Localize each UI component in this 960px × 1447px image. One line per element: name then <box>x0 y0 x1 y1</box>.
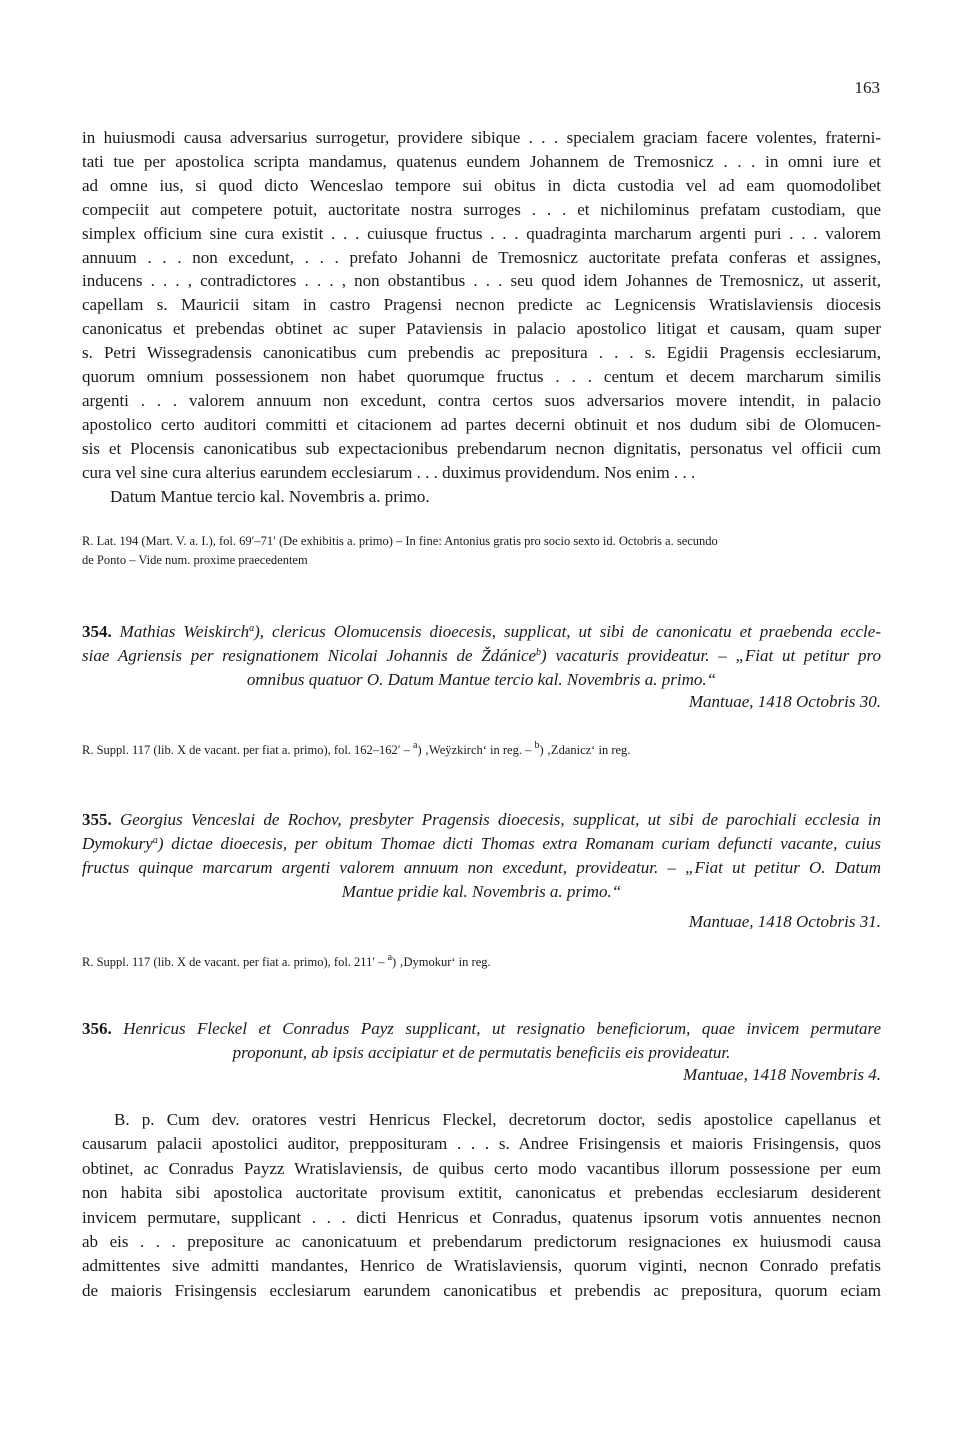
source-note-355 <box>82 953 881 972</box>
text-line: B. p. Cum dev. oratores vestri Henricus Fleckel, decretorum doctor, sedis apostolice capellanus et <box>114 1110 881 1129</box>
entry-center-line: proponunt, ab ipsis accipiatur et de permutatis beneficiis eis provideatur. <box>232 1043 731 1062</box>
entry-text: Henricus Fleckel et Conradus Payz supplicant, ut resignatio beneficiorum, quae invicem permutare <box>111 1019 881 1038</box>
entry-text: Dymokury <box>82 834 153 853</box>
text-line: ab eis . . . prepositure ac canonicatuum et prebendarum predictorum resignaciones ex huiusmodi causa <box>82 1232 881 1252</box>
footnote-marker: a <box>413 740 418 751</box>
entry-text: ) vacaturis provideatur. – „Fiat ut petitur pro <box>541 646 881 665</box>
footnote-marker: b <box>534 740 540 751</box>
text-line: s. Petri Wissegradensis canonicatibus cum prebendis ac prepositura . . . s. Egidii Pragensis ecclesiarum, <box>82 343 881 363</box>
entry-number: 356. <box>82 1019 112 1038</box>
entry-number: 354. <box>82 622 112 641</box>
text-line: inducens . . . , contradictores . . . , non obstantibus . . . seu quod idem Johannes de Tremosnicz, ut asserit, <box>82 271 881 291</box>
source-text: ) ‚Weÿzkirch‘ in reg. – <box>417 743 535 757</box>
text-line: quorum omnium possessionem non habet quorumque fructus . . . centum et decem marcharum similis <box>82 367 881 387</box>
text-line: cura vel sine cura alterius earundem ecclesiarum . . . duximus providendum. Nos enim . . . <box>82 462 696 482</box>
footnote-marker: a <box>249 623 255 634</box>
entry-number: 355. <box>82 810 112 829</box>
text-line: apostolico certo auditori committi et citacionem ad partes decerni obtinuit et nos dudum sibi de Olomucen- <box>82 414 881 434</box>
text-line: de maioris Frisingensis ecclesiarum earundem canonicatibus et prebendis ac prepositura, quorum eciam <box>82 1280 881 1300</box>
entry-center-line: omnibus quatuor O. Datum Mantue tercio kal. Novembris a. primo.“ <box>246 670 717 689</box>
text-line: capellam s. Mauricii sitam in castro Pragensi necnon predicte ac Legnicensis Wratislaviensis diocesis <box>82 295 881 315</box>
entry-date: Mantuae, 1418 Octobris 30. <box>688 692 881 711</box>
entry-date: Mantuae, 1418 Novembris 4. <box>683 1065 881 1084</box>
source-text: R. Suppl. 117 (lib. X de vacant. per fiat a. primo), fol. 211′ – <box>82 955 388 969</box>
entry-text: ), clericus Olomucensis dioecesis, supplicat, ut sibi de canonicatu et praebenda eccle- <box>254 622 881 641</box>
text-line: compeciit aut competere potuit, auctoritate nostra surroges . . . et nichilominus prefatam custodiam, que <box>82 199 881 219</box>
entry-line <box>82 644 881 668</box>
entry-354 <box>82 620 881 712</box>
text-line: non habita sibi apostolica auctoritate provisum extitit, canonicatus et prebendas ecclesiarum desiderent <box>82 1183 881 1203</box>
footnote-marker: a <box>387 952 393 963</box>
entry-text: fructus quinque marcarum argenti valorem annuum non excedunt, provideatur. – „Fiat ut petitur O. Datum <box>82 858 881 877</box>
entry-text: ) dictae dioecesis, per obitum Thomae dicti Thomas extra Romanam curiam defuncti vacante, cuius <box>157 834 881 853</box>
entry-date: Mantuae, 1418 Octobris 31. <box>688 912 881 931</box>
source-line: R. Lat. 194 (Mart. V. a. I.), fol. 69′–71′ (De exhibitis a. primo) – In fine: Antonius gratis pro socio sexto id. Octobris a. secundo <box>82 534 718 548</box>
entry-356-body <box>82 1108 881 1303</box>
text-line: canonicatus et prebendas obtinet ac super Pataviensis in palacio apostolico litigat et causam, quam super <box>82 319 881 339</box>
entry-line <box>82 832 881 856</box>
footnote-marker: b <box>536 647 542 658</box>
page-number: 163 <box>854 78 880 97</box>
entry-line <box>82 1017 881 1041</box>
text-line: invicem permutare, supplicant . . . dicti Henricus et Conradus, quatenus ipsorum votis annuentes necnon <box>82 1207 881 1227</box>
entry-line <box>82 856 881 880</box>
entry-text: siae Agriensis per resignationem Nicolai Johannis de Ždánice <box>82 646 537 665</box>
source-text: ) ‚Dymokur‘ in reg. <box>392 955 491 969</box>
text-line: obtinet, ac Conradus Payzz Wratislaviensis, de quibus certo modo vacantibus illorum possessione per eum <box>82 1158 881 1178</box>
entry-line <box>82 808 881 832</box>
source-note-353 <box>82 532 881 570</box>
source-line: de Ponto – Vide num. proxime praecedentem <box>82 553 308 567</box>
text-line: admittentes sive admitti mandantes, Henrico de Wratislaviensis, quorum viginti, necnon Conrado prefatis <box>82 1256 881 1276</box>
text-line: causarum palacii apostolici auditor, prepposituram . . . s. Andree Frisingensis et maioris Frisingensis, quos <box>82 1134 881 1154</box>
intro-paragraph <box>82 126 881 509</box>
entry-text: Georgius Venceslai de Rochov, presbyter Pragensis dioecesis, supplicat, ut sibi de parochiali ecclesia in <box>111 810 881 829</box>
entry-355 <box>82 808 881 932</box>
text-line: ad omne ius, si quod dicto Wenceslao tempore sui obitus in dicta custodia vel ad eam quomodolibet <box>82 175 881 195</box>
footnote-marker: a <box>152 835 158 846</box>
text-line: argenti . . . valorem annuum non excedunt, contra certos suos adversarios movere intendit, in palacio <box>82 390 881 410</box>
source-note-354 <box>82 741 881 760</box>
source-text: R. Suppl. 117 (lib. X de vacant. per fiat a. primo), fol. 162–162′ – <box>82 743 414 757</box>
text-line: simplex officium sine cura existit . . . cuiusque fructus . . . quadraginta marcharum argenti puri . . . valorem <box>82 223 881 243</box>
entry-center-line: Mantue pridie kal. Novembris a. primo.“ <box>341 882 622 901</box>
text-line: sis et Plocensis canonicatibus sub expectacionibus prebendarum necnon dignitatis, personatus vel officii cum <box>82 438 881 458</box>
entry-text: Mathias Weiskirch <box>111 622 250 641</box>
text-line: in huiusmodi causa adversarius surrogetur, providere sibique . . . specialem graciam facere volentes, fraterni- <box>82 128 881 147</box>
entry-356 <box>82 1017 881 1085</box>
entry-356-text <box>82 1108 881 1303</box>
text-line: annuum . . . non excedunt, . . . prefato Johanni de Tremosnicz auctoritate prefata conferas et assignes, <box>82 247 881 267</box>
text-line: tati tue per apostolica scripta mandamus, quatenus eundem Johannem de Tremosnicz . . . in omni iure et <box>82 151 881 171</box>
source-text: ) ‚Zdanicz‘ in reg. <box>539 743 631 757</box>
datum-line: Datum Mantue tercio kal. Novembris a. primo. <box>110 486 430 506</box>
entry-line <box>82 620 881 644</box>
intro-text <box>82 126 881 509</box>
